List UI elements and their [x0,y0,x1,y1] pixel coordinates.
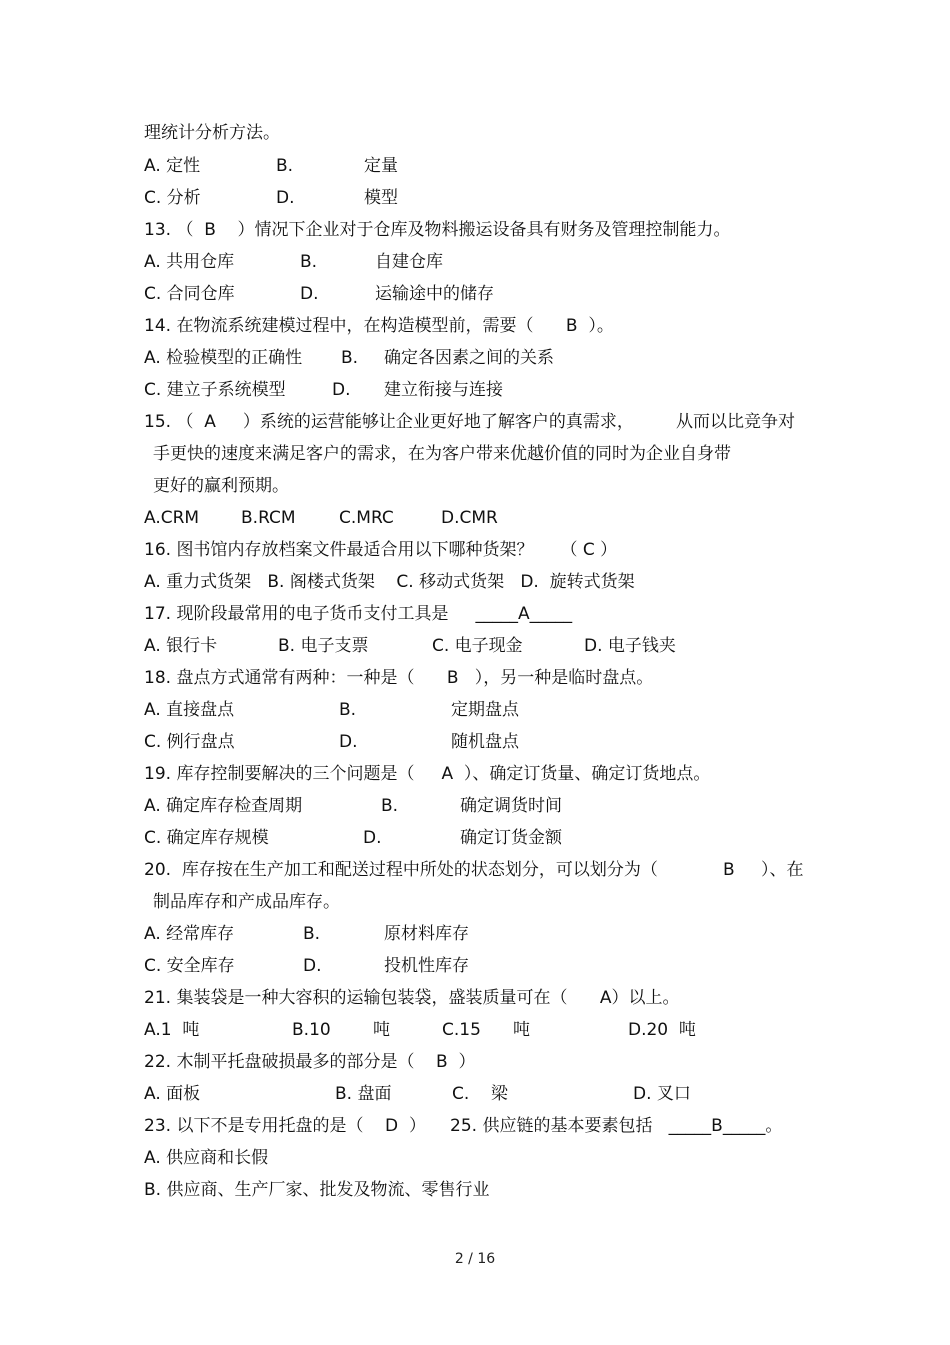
text-line: 吨 [373,1020,390,1040]
text-line: B. 供应商、生产厂家、批发及物流、零售行业 [144,1180,490,1200]
text-line: A. 供应商和长假 [144,1148,269,1168]
text-line: ）、在 [761,860,804,880]
text-line: 确定订货金额 [460,828,562,848]
text-line: B. [300,252,318,272]
text-line: B. [381,796,399,816]
text-line: C. 电子现金 [432,636,523,656]
text-line: 更好的赢利预期。 [153,476,289,496]
text-line: A. 经常库存 [144,924,235,944]
text-line: 模型 [364,188,398,208]
text-line: C. 例行盘点 [144,732,235,752]
text-line: C. 建立子系统模型 [144,380,286,400]
text-line: B. [303,924,321,944]
text-line: 手更快的速度来满足客户的需求，在为客户带来优越价值的同时为企业自身带 [153,444,731,464]
text-line: C.MRC [339,508,394,528]
text-line: 从而以比竞争对 [676,412,795,432]
text-line: D. [339,732,358,752]
text-line: 定量 [364,156,398,176]
text-line: 14. 在物流系统建模过程中，在构造模型前，需要（ B ）。 [144,316,614,336]
text-line: A. 面板 [144,1084,201,1104]
text-line: C.15 [442,1020,481,1040]
text-line: 确定各因素之间的关系 [384,348,554,368]
text-line: 投机性库存 [384,956,469,976]
text-line: 定期盘点 [451,700,519,720]
text-line: 13. （ B ）情况下企业对于仓库及物料搬运设备具有财务及管理控制能力。 [144,220,731,240]
text-line: D. [332,380,351,400]
text-line: D. 叉口 [633,1084,691,1104]
page-number: 2 / 16 [454,1251,496,1267]
text-line: 原材料库存 [384,924,469,944]
text-line: D. [363,828,382,848]
text-line: C. 梁 [452,1084,508,1104]
text-line: 运输途中的储存 [375,284,494,304]
text-line: B.RCM [241,508,296,528]
text-line: 制品库存和产成品库存。 [153,892,340,912]
text-line: A.1 吨 [144,1020,200,1040]
text-line: 19. 库存控制要解决的三个问题是（ A ）、确定订货量、确定订货地点。 [144,764,711,784]
text-line: B [723,860,735,880]
text-line: D. [276,188,295,208]
text-line: B. [339,700,357,720]
text-line: A. 直接盘点 [144,700,235,720]
text-line: D. [303,956,322,976]
text-line: A. 共用仓库 [144,252,235,272]
text-line: B.10 [292,1020,331,1040]
text-line: 15. （ A ）系统的运营能够让企业更好地了解客户的真需求， [144,412,634,432]
text-line: 确定调货时间 [460,796,562,816]
text-line: A. 确定库存检查周期 [144,796,303,816]
text-line: 23. 以下不是专用托盘的是（ D ） [144,1116,426,1136]
text-line: 21. 集装袋是一种大容积的运输包装袋，盛装质量可在（ A）以上。 [144,988,680,1008]
text-line: 理统计分析方法。 [144,123,280,143]
text-line: 吨 [513,1020,530,1040]
text-line: C. 分析 [144,188,201,208]
text-line: A. 检验模型的正确性 [144,348,303,368]
text-line: 17. 现阶段最常用的电子货币支付工具是 _____A_____ [144,604,573,624]
text-line: 随机盘点 [451,732,519,752]
text-line: C. 确定库存规模 [144,828,269,848]
text-line: 18. 盘点方式通常有两种：一种是（ B ），另一种是临时盘点。 [144,668,654,688]
text-line: B. 电子支票 [278,636,369,656]
text-line: D. [300,284,319,304]
text-line: 22. 木制平托盘破损最多的部分是（ B ） [144,1052,476,1072]
text-line: D.CMR [441,508,498,528]
text-line: A.CRM [144,508,200,528]
text-line: A. 定性 [144,156,201,176]
text-line: A. 银行卡 [144,636,218,656]
text-line: C. 安全库存 [144,956,235,976]
text-line: 自建仓库 [375,252,443,272]
text-line: B. [341,348,359,368]
text-line: B. 盘面 [335,1084,392,1104]
text-line: 25. 供应链的基本要素包括 _____B_____。 [450,1116,783,1136]
text-line: 建立衔接与连接 [384,380,503,400]
text-line: D. 电子钱夹 [584,636,676,656]
text-line: 16. 图书馆内存放档案文件最适合用以下哪种货架？ （ C ） [144,540,618,560]
text-line: D.20 吨 [628,1020,696,1040]
text-line: C. 合同仓库 [144,284,235,304]
text-line: 20. 库存按在生产加工和配送过程中所处的状态划分，可以划分为（ [144,860,658,880]
text-line: B. [276,156,294,176]
text-line: A. 重力式货架 B. 阁楼式货架 C. 移动式货架 D. 旋转式货架 [144,572,635,592]
